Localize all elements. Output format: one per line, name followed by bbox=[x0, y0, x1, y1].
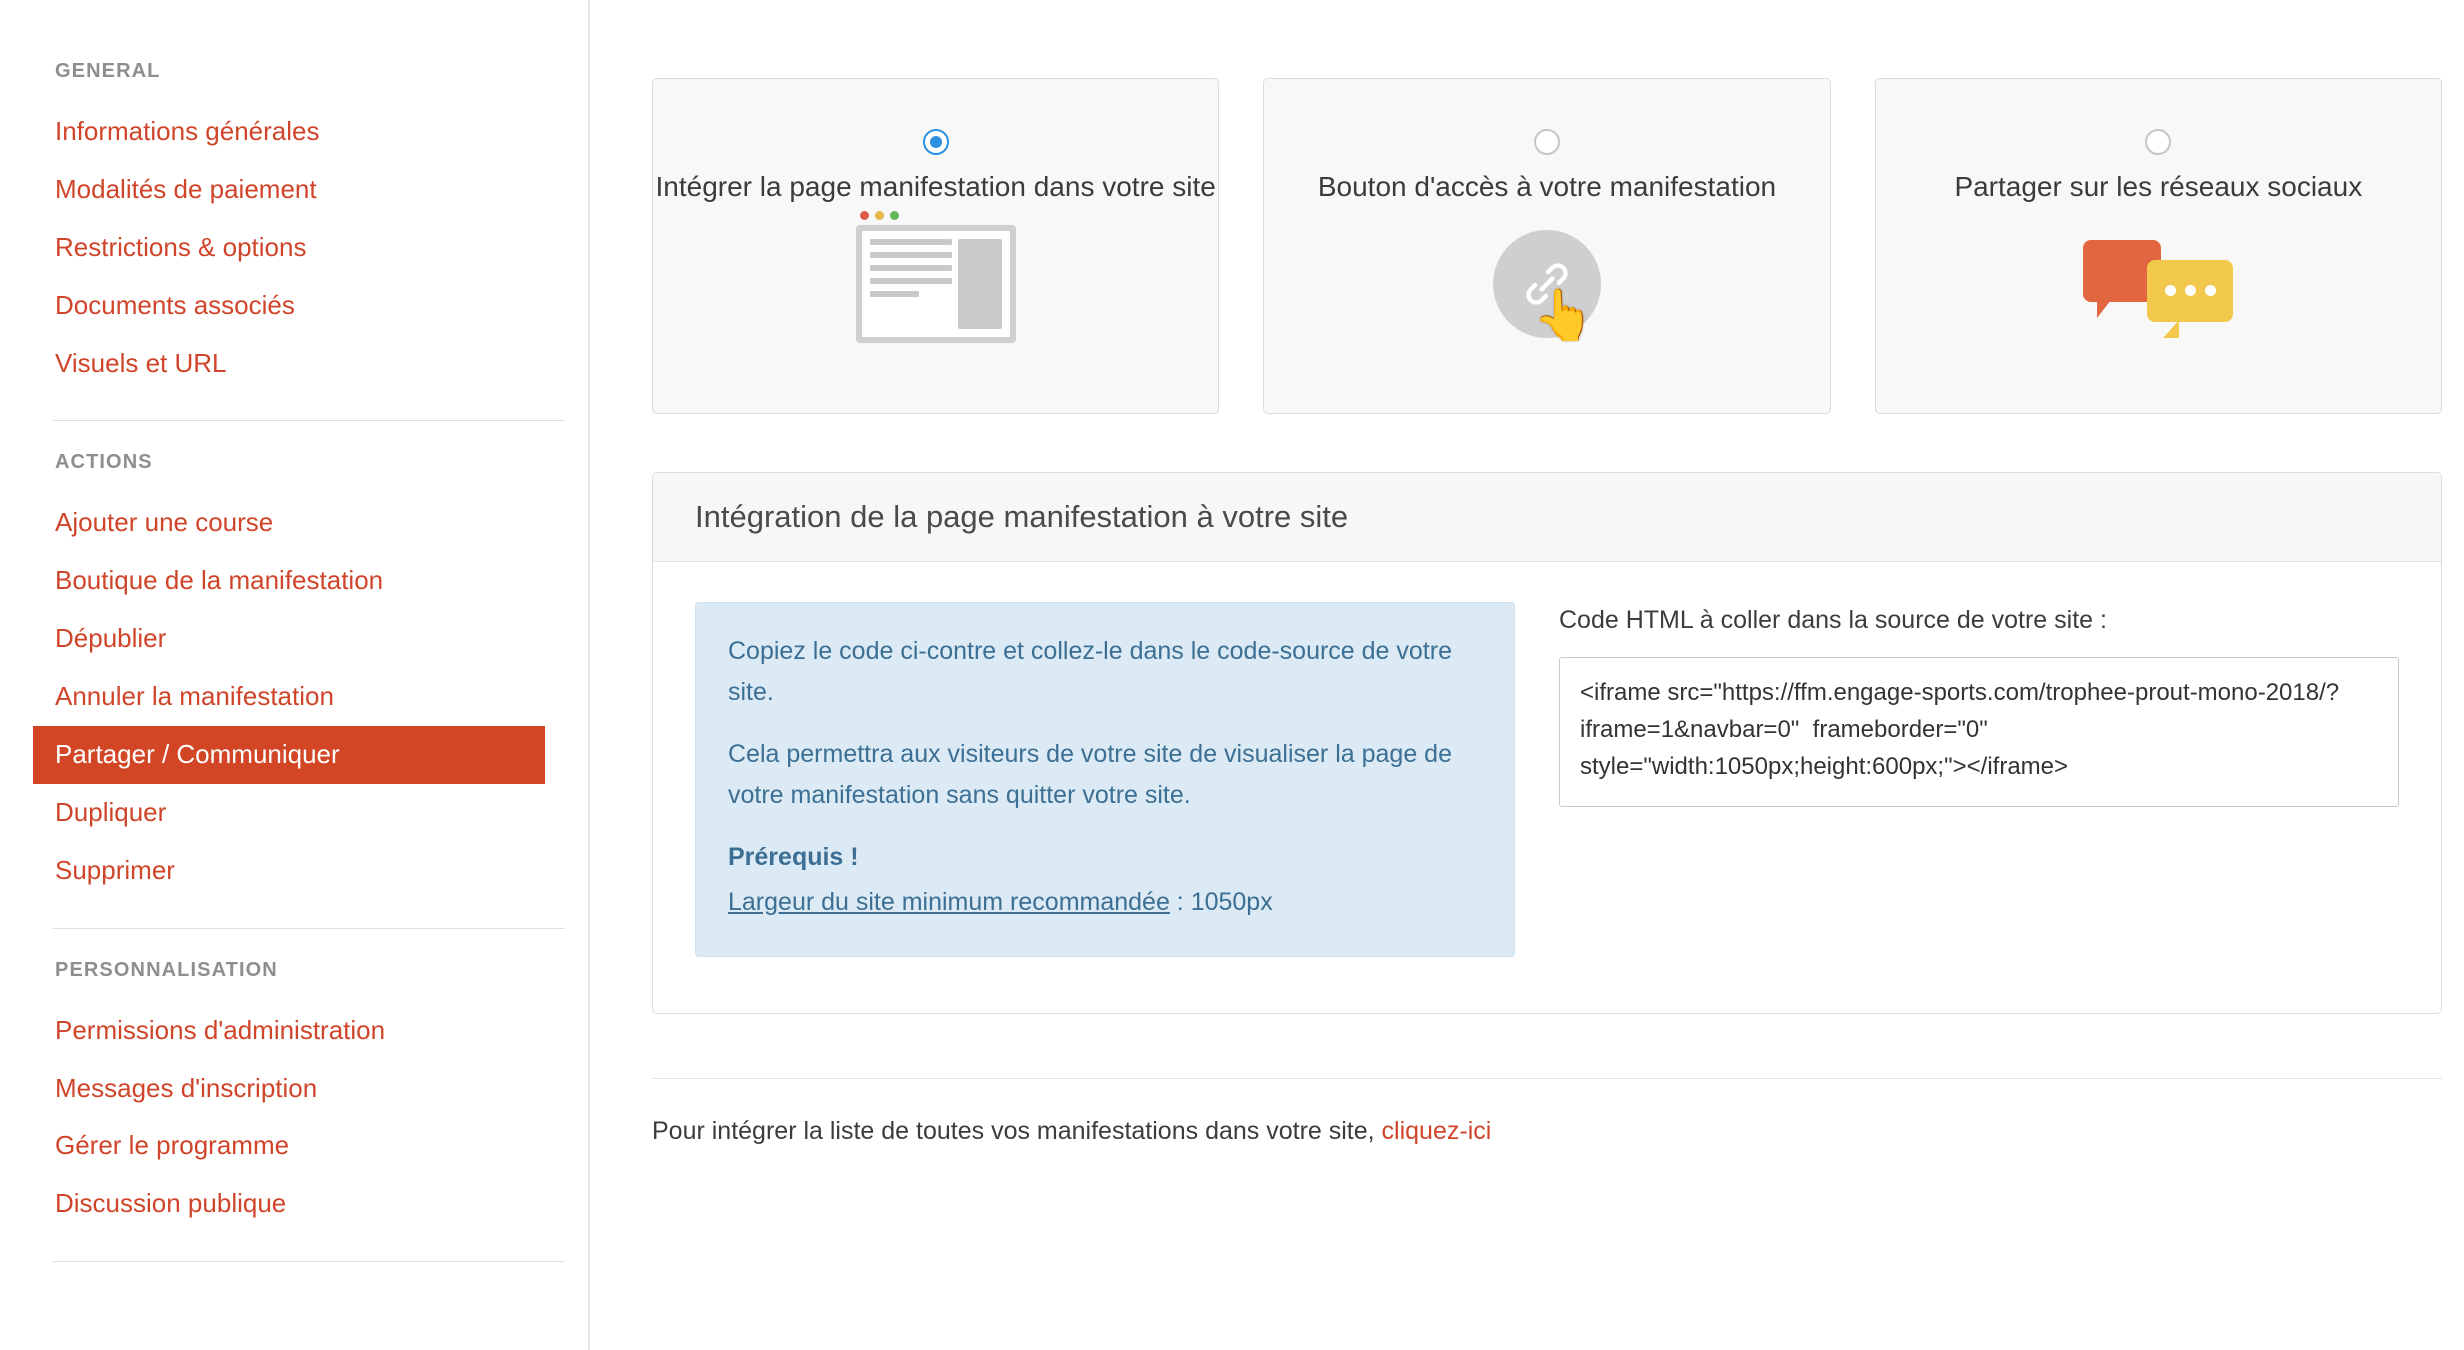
radio-access-button[interactable] bbox=[1534, 129, 1560, 155]
info-prereq-title: Prérequis ! bbox=[728, 843, 859, 871]
radio-embed-page[interactable] bbox=[923, 129, 949, 155]
mouse-cursor-icon: 👆 bbox=[1532, 286, 1595, 343]
sidebar-item-informations-generales[interactable]: Informations générales bbox=[55, 116, 320, 146]
browser-sidebar-block bbox=[958, 239, 1002, 329]
browser-dot-green bbox=[890, 211, 899, 220]
footer-note bbox=[652, 1117, 2442, 1146]
info-prereq-link[interactable]: Largeur du site minimum recommandée bbox=[728, 887, 1170, 916]
sidebar bbox=[0, 0, 590, 1350]
code-column bbox=[1559, 602, 2399, 957]
integration-panel-body bbox=[653, 562, 2441, 1013]
sidebar-divider-3 bbox=[53, 1261, 565, 1262]
sidebar-inner bbox=[53, 60, 565, 1262]
sidebar-item-dupliquer[interactable]: Dupliquer bbox=[55, 796, 167, 827]
option-card-social-share-label: Partager sur les réseaux sociaux bbox=[1954, 171, 2363, 202]
browser-dot-yellow bbox=[875, 211, 884, 220]
browser-line bbox=[870, 291, 919, 297]
sidebar-item-ajouter-une-course[interactable]: Ajouter une course bbox=[55, 507, 274, 538]
sidebar-item-modalites-de-paiement[interactable]: Modalités de paiement bbox=[55, 173, 317, 204]
sidebar-item-visuels-et-url[interactable]: Visuels et URL bbox=[55, 347, 227, 378]
bubble-dot bbox=[2165, 285, 2176, 296]
browser-dots bbox=[860, 211, 899, 220]
footer-note-text: Pour intégrer la liste de toutes vos manifestations dans votre site, bbox=[652, 1117, 1382, 1145]
info-line-2: Cela permettra aux visiteurs de votre site de visualiser la page de votre manifestation sans quitter votre site. bbox=[728, 740, 1452, 809]
share-option-cards bbox=[652, 78, 2442, 414]
integration-panel-title: Intégration de la page manifestation à votre site bbox=[653, 473, 2441, 562]
browser-text-lines bbox=[870, 239, 952, 329]
code-label: Code HTML à coller dans la source de votre site : bbox=[1559, 606, 2107, 634]
main-content bbox=[590, 0, 2464, 1350]
sidebar-item-permissions-administration[interactable]: Permissions d'administration bbox=[55, 1014, 386, 1045]
footer-note-link[interactable]: cliquez-ici bbox=[1381, 1117, 1492, 1145]
browser-body bbox=[862, 231, 1010, 337]
footer-divider bbox=[652, 1078, 2442, 1079]
link-cursor-icon-wrap bbox=[1264, 224, 1829, 344]
browser-line bbox=[870, 265, 952, 271]
embed-code-textarea[interactable] bbox=[1559, 657, 2399, 807]
info-prereq-value: : 1050px bbox=[1169, 887, 1273, 916]
speech-bubble-yellow-icon bbox=[2147, 260, 2233, 322]
sidebar-divider-2 bbox=[53, 928, 565, 929]
browser-line bbox=[870, 239, 952, 245]
sidebar-group-title-general: GENERAL bbox=[55, 60, 161, 82]
browser-page-icon-wrap bbox=[653, 224, 1218, 344]
option-card-access-button[interactable] bbox=[1263, 78, 1830, 414]
browser-line bbox=[870, 252, 952, 258]
social-bubbles-icon-wrap bbox=[1876, 224, 2441, 344]
sidebar-item-partager-communiquer[interactable]: Partager / Communiquer bbox=[33, 726, 545, 784]
radio-social-share[interactable] bbox=[2145, 129, 2171, 155]
browser-line bbox=[870, 278, 952, 284]
link-cursor-icon bbox=[1493, 230, 1601, 343]
info-box bbox=[695, 602, 1515, 957]
browser-page-icon bbox=[856, 225, 1016, 343]
sidebar-item-documents-associes[interactable]: Documents associés bbox=[55, 289, 295, 320]
bubble-dot bbox=[2205, 285, 2216, 296]
browser-dot-red bbox=[860, 211, 869, 220]
info-prereq-row bbox=[728, 882, 1482, 923]
sidebar-divider-1 bbox=[53, 420, 565, 421]
sidebar-item-messages-inscription[interactable]: Messages d'inscription bbox=[55, 1072, 318, 1103]
option-card-embed-page-label: Intégrer la page manifestation dans votre site bbox=[655, 171, 1216, 202]
sidebar-item-supprimer[interactable]: Supprimer bbox=[55, 854, 175, 885]
sidebar-item-restrictions-options[interactable]: Restrictions & options bbox=[55, 231, 307, 262]
info-line-1: Copiez le code ci-contre et collez-le dans le code-source de votre site. bbox=[728, 637, 1452, 706]
sidebar-item-gerer-le-programme[interactable]: Gérer le programme bbox=[55, 1130, 290, 1161]
sidebar-group-title-actions: ACTIONS bbox=[55, 451, 153, 474]
option-card-access-button-label: Bouton d'accès à votre manifestation bbox=[1317, 171, 1777, 202]
social-bubbles-icon bbox=[2083, 234, 2233, 334]
sidebar-item-boutique-de-la-manifestation[interactable]: Boutique de la manifestation bbox=[55, 565, 384, 596]
sidebar-item-depublier[interactable]: Dépublier bbox=[55, 623, 167, 654]
integration-panel bbox=[652, 472, 2442, 1014]
sidebar-group-title-personnalisation: PERSONNALISATION bbox=[55, 958, 278, 981]
option-card-embed-page[interactable] bbox=[652, 78, 1219, 414]
bubble-dot bbox=[2185, 285, 2196, 296]
option-card-social-share[interactable] bbox=[1875, 78, 2442, 414]
sidebar-item-discussion-publique[interactable]: Discussion publique bbox=[55, 1188, 287, 1219]
sidebar-item-annuler-la-manifestation[interactable]: Annuler la manifestation bbox=[55, 681, 334, 712]
